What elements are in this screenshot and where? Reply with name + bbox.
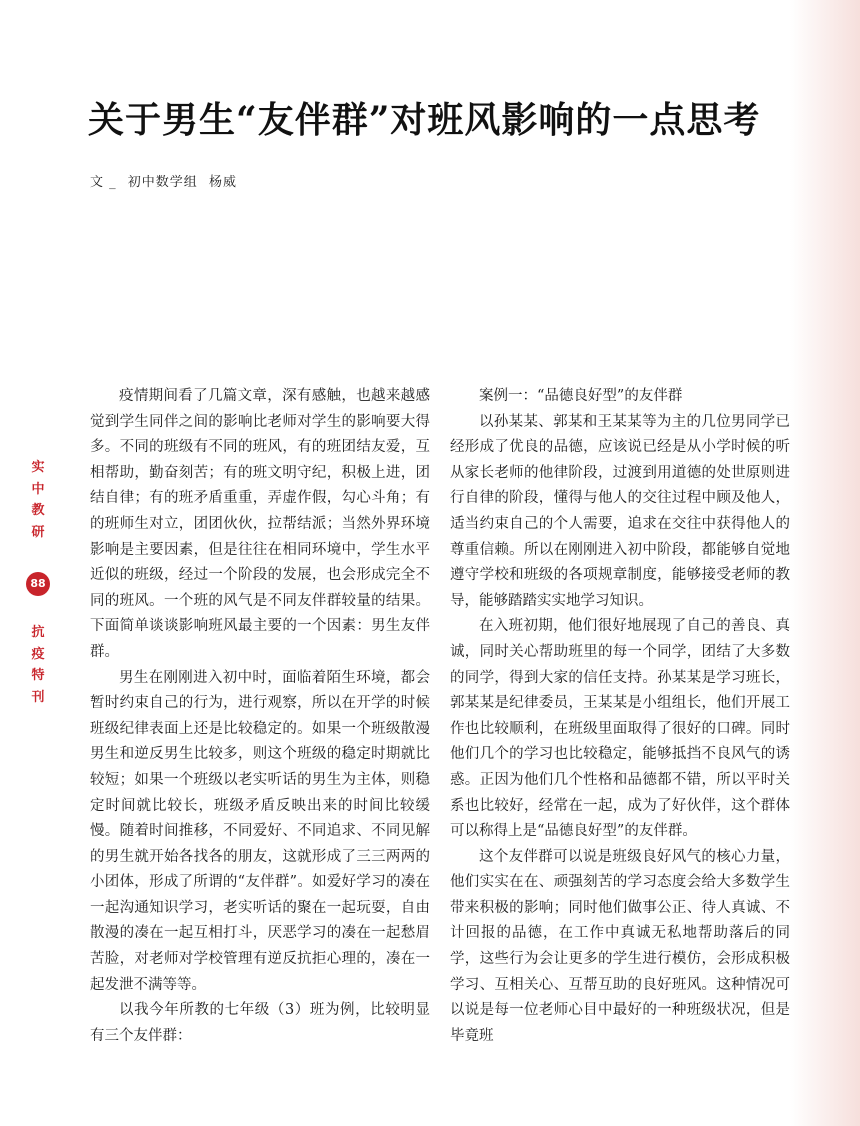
- page-number-badge: 88: [26, 572, 50, 596]
- left-column: [90, 384, 430, 1049]
- feature-label: [28, 622, 48, 708]
- paragraph: 疫情期间看了几篇文章，深有感触，也越来越感觉到学生同伴之间的影响比老师对学生的影响要大得多。不同的班级有不同的班风，有的班团结友爱，互相帮助，勤奋刻苦；有的班文明守纪，积极上进，团结自律；有的班矛盾重重，弄虚作假，勾心斗角；有的班师生对立，团团伙伙，拉帮结派；当然外界环境影响是主要因素，但是往往在相同环境中，学生水平近似的班级，经过一个阶段的发展，也会形成完全不同的班风。一个班的风气是不同友伴群较量的结果。下面简单谈谈影响班风最主要的一个因素：男生友伴群。: [90, 388, 430, 660]
- byline-department: 初中数学组: [127, 175, 198, 190]
- case-heading: 案例一：“品德良好型”的友伴群: [479, 388, 683, 404]
- byline: [90, 171, 243, 190]
- section-label-char: 研: [31, 524, 45, 540]
- section-label-char: 实: [31, 460, 45, 475]
- right-column: [450, 384, 790, 1049]
- paragraph: 这个友伴群可以说是班级良好风气的核心力量，他们实实在在、顽强刻苦的学习态度会给大多数学生带来积极的影响；同时他们做事公正、待人真诚、不计回报的品德，在工作中真诚无私地帮助落后的同学，这些行为会让更多的学生进行模仿，会形成积极学习、互相关心、互帮互助的良好班风。这种情况可以说是每一位老师心目中最好的一种班级状况，但是毕竟班: [450, 848, 790, 1044]
- article-title: 关于男生“友伴群”对班风影响的一点思考: [88, 99, 761, 141]
- feature-label-char: 特: [31, 668, 45, 683]
- feature-label-char: 疫: [31, 646, 45, 662]
- byline-prefix: 文 _: [90, 175, 117, 190]
- paragraph: 以孙某某、郭某和王某某等为主的几位男同学已经形成了优良的品德，应该说已经是从小学时候的听从家长老师的他律阶段，过渡到用道德的处世原则进行自律的阶段，懂得与他人的交往过程中顾及他人，适当约束自己的个人需要，追求在交往中获得他人的尊重信赖。所以在刚刚进入初中阶段，都能够自觉地遵守学校和班级的各项规章制度，能够接受老师的教导，能够踏踏实实地学习知识。: [450, 413, 790, 609]
- byline-author: 杨威: [208, 175, 237, 190]
- page-edge-gradient: [790, 0, 860, 1126]
- paragraph: 在入班初期，他们很好地展现了自己的善良、真诚，同时关心帮助班里的每一个同学，团结了大多数的同学，得到大家的信任支持。孙某某是学习班长，郭某某是纪律委员，王某某是小组组长，他们开展工作也比较顺利，在班级里面取得了很好的口碑。同时他们几个的学习也比较稳定，能够抵挡不良风气的诱惑。正因为他们几个性格和品德都不错，所以平时关系也比较好，经常在一起，成为了好伙伴，这个群体可以称得上是“品德良好型”的友伴群。: [450, 618, 790, 840]
- feature-label-char: 刊: [31, 689, 45, 705]
- feature-label-char: 抗: [31, 625, 45, 640]
- section-label-char: 中: [31, 481, 45, 497]
- section-label-char: 教: [31, 503, 45, 518]
- paragraph: 男生在刚刚进入初中时，面临着陌生环境，都会暂时约束自己的行为，进行观察，所以在开学的时候班级纪律表面上还是比较稳定的。如果一个班级散漫男生和逆反男生比较多，则这个班级的稳定时期就比较短；如果一个班级以老实听话的男生为主体，则稳定时间就比较长，班级矛盾反映出来的时间比较缓慢。随着时间推移，不同爱好、不同追求、不同见解的男生就开始各找各的朋友，这就形成了三三两两的小团体，形成了所谓的“友伴群”。如爱好学习的凑在一起沟通知识学习，老实听话的聚在一起玩耍，自由散漫的凑在一起互相打斗，厌恶学习的凑在一起愁眉苦脸，对老师对学校管理有逆反抗拒心理的，凑在一起发泄不满等等。: [90, 669, 430, 993]
- paragraph: 以我今年所教的七年级（3）班为例，比较明显有三个友伴群：: [90, 1002, 430, 1044]
- section-label: [28, 457, 48, 543]
